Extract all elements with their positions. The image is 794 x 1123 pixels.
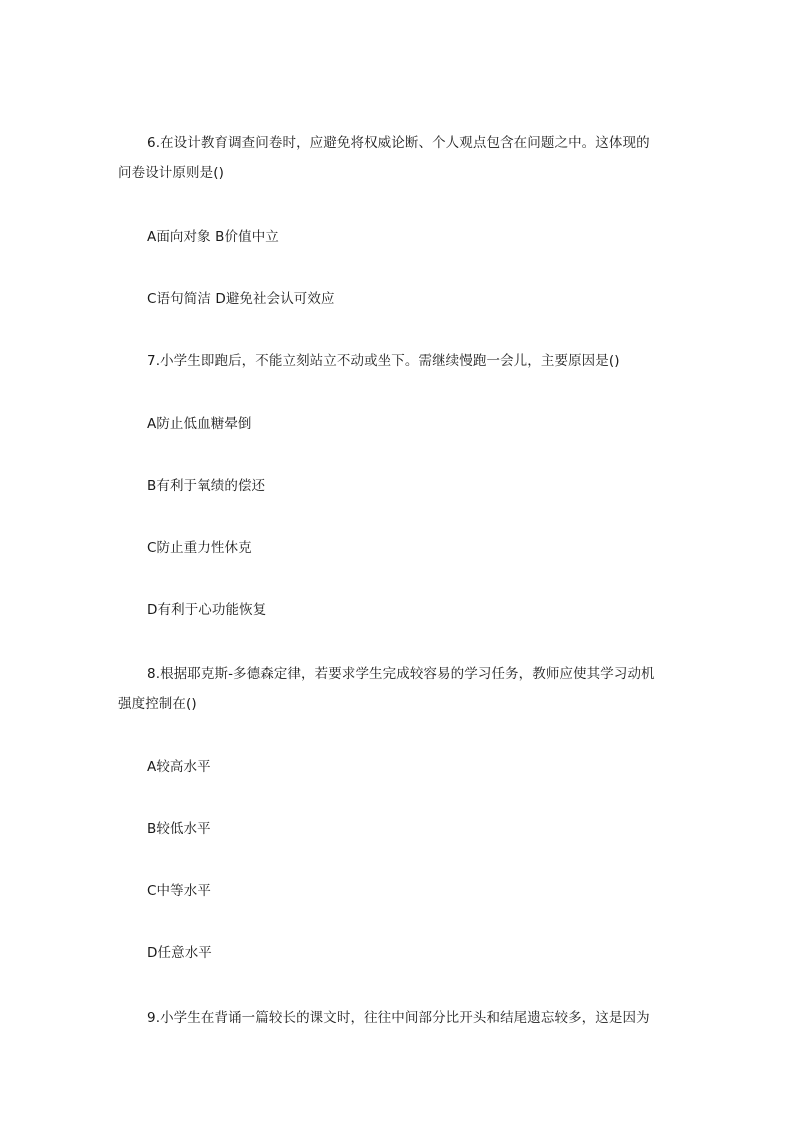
question-8-option-c: C中等水平 [147,883,211,899]
question-7-option-d: D有利于心功能恢复 [147,602,267,618]
question-8-option-b: B较低水平 [147,821,211,837]
question-7-stem: 7.小学生即跑后，不能立刻站立不动或坐下。需继续慢跑一会儿，主要原因是() [147,353,620,369]
question-8-option-d: D任意水平 [147,945,212,961]
question-8-stem-line1: 8.根据耶克斯-多德森定律，若要求学生完成较容易的学习任务，教师应使其学习动机 [147,666,655,682]
question-6-stem-line2: 问卷设计原则是() [118,165,224,181]
question-6-stem-line1: 6.在设计教育调查问卷时，应避免将权威论断、个人观点包含在问题之中。这体现的 [147,135,650,151]
question-6-option-ab: A面向对象 B价值中立 [147,229,279,245]
question-7-option-c: C防止重力性休克 [147,540,252,556]
question-8-stem-line2: 强度控制在() [118,696,197,712]
question-7-option-b: B有利于氧绩的偿还 [147,478,266,494]
question-7-option-a: A防止低血糖晕倒 [147,416,252,432]
question-9-stem: 9.小学生在背诵一篇较长的课文时，往往中间部分比开头和结尾遗忘较多，这是因为 [147,1010,650,1026]
question-8-option-a: A较高水平 [147,759,211,775]
question-6-option-cd: C语句简洁 D避免社会认可效应 [147,291,335,307]
